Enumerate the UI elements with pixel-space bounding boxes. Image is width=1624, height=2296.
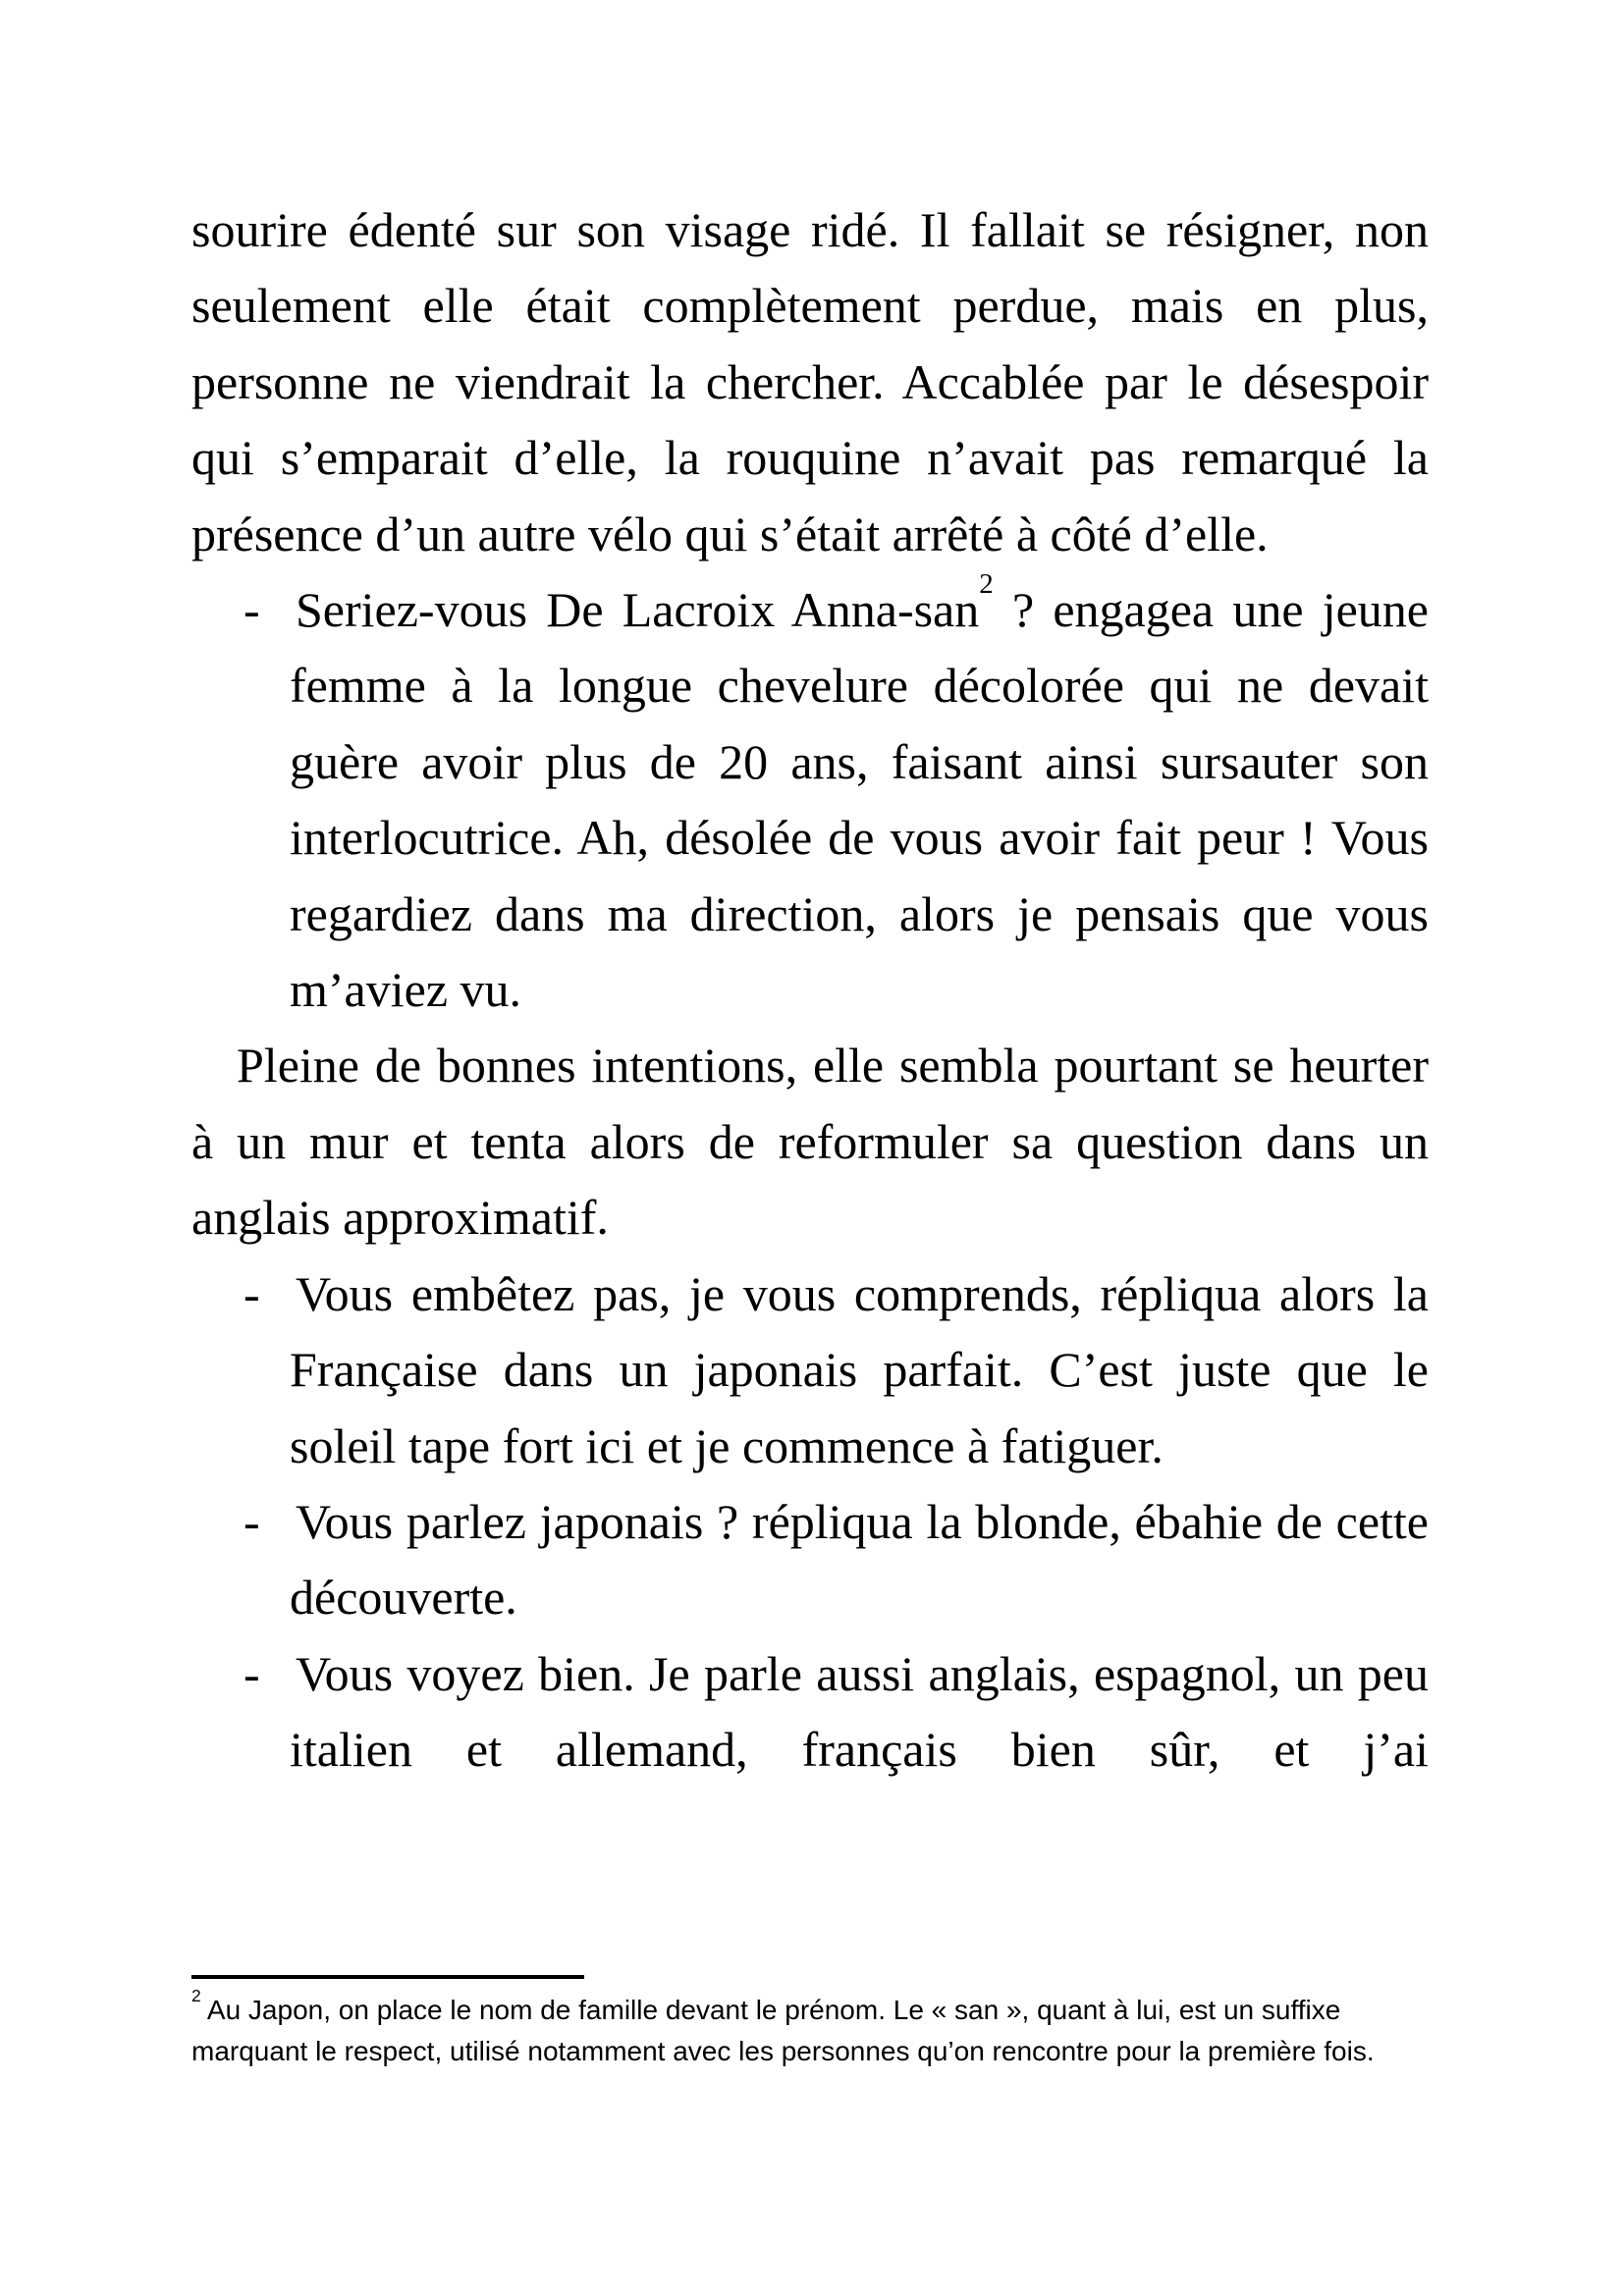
bullet-marker: - xyxy=(244,582,260,638)
footnote-area xyxy=(191,1975,1432,2072)
footnote-reference: 2 xyxy=(979,568,994,601)
body-text xyxy=(191,192,1429,1789)
bullet-text: Vous embêtez pas, je vous comprends, répliqua alors la Française dans un japonais parfait. C’est juste que le soleil tape fort ici et je commence à fatiguer. xyxy=(290,1265,1429,1473)
bullet-marker: - xyxy=(244,1265,260,1321)
paragraph: Pleine de bonnes intentions, elle sembla pourtant se heurter à un mur et tenta alors de reformuler sa question dans un anglais approximatif. xyxy=(191,1038,1429,1246)
dialogue-bullet-item xyxy=(191,1636,1429,1789)
paragraph-continuation: sourire édenté sur son visage ridé. Il fallait se résigner, non seulement elle était complètement perdue, mais en plus, personne ne viendrait la chercher. Accablée par le désespoir qui s’emparait d’elle, la rouquine n’avait pas remarqué la présence d’un autre vélo qui s’était arrêté à côté d’elle. xyxy=(191,202,1429,561)
footnote-separator xyxy=(191,1975,584,1979)
bullet-text: Vous parlez japonais ? répliqua la blonde, ébahie de cette découverte. xyxy=(290,1493,1429,1626)
footnote-text xyxy=(191,1985,1432,2072)
dialogue-bullet-item xyxy=(191,568,1429,1028)
footnote-body: Au Japon, on place le nom de famille devant le prénom. Le « san », quant à lui, est un suffixe marquant le respect, utilisé notamment avec les personnes qu’on rencontre pour la première fois. xyxy=(191,1995,1375,2066)
bullet-text: Vous voyez bien. Je parle aussi anglais, espagnol, un peu italien et allemand, français bien sûr, et j’ai xyxy=(290,1645,1429,1778)
dialogue-bullet-item xyxy=(191,1256,1429,1484)
bullet-marker: - xyxy=(244,1645,260,1701)
dialogue-bullet-item xyxy=(191,1484,1429,1636)
bullet-marker: - xyxy=(244,1493,260,1549)
bullet-text: Seriez-vous De Lacroix Anna-san xyxy=(296,582,980,638)
bullet-text: ? engagea une jeune femme à la longue chevelure décolorée qui ne devait guère avoir plus de 20 ans, faisant ainsi sursauter son interlocutrice. Ah, désolée de vous avoir fait peur ! Vous regardiez dans ma direction, alors je pensais que vous m’aviez vu. xyxy=(290,582,1429,1018)
footnote-marker: 2 xyxy=(191,1985,201,2005)
